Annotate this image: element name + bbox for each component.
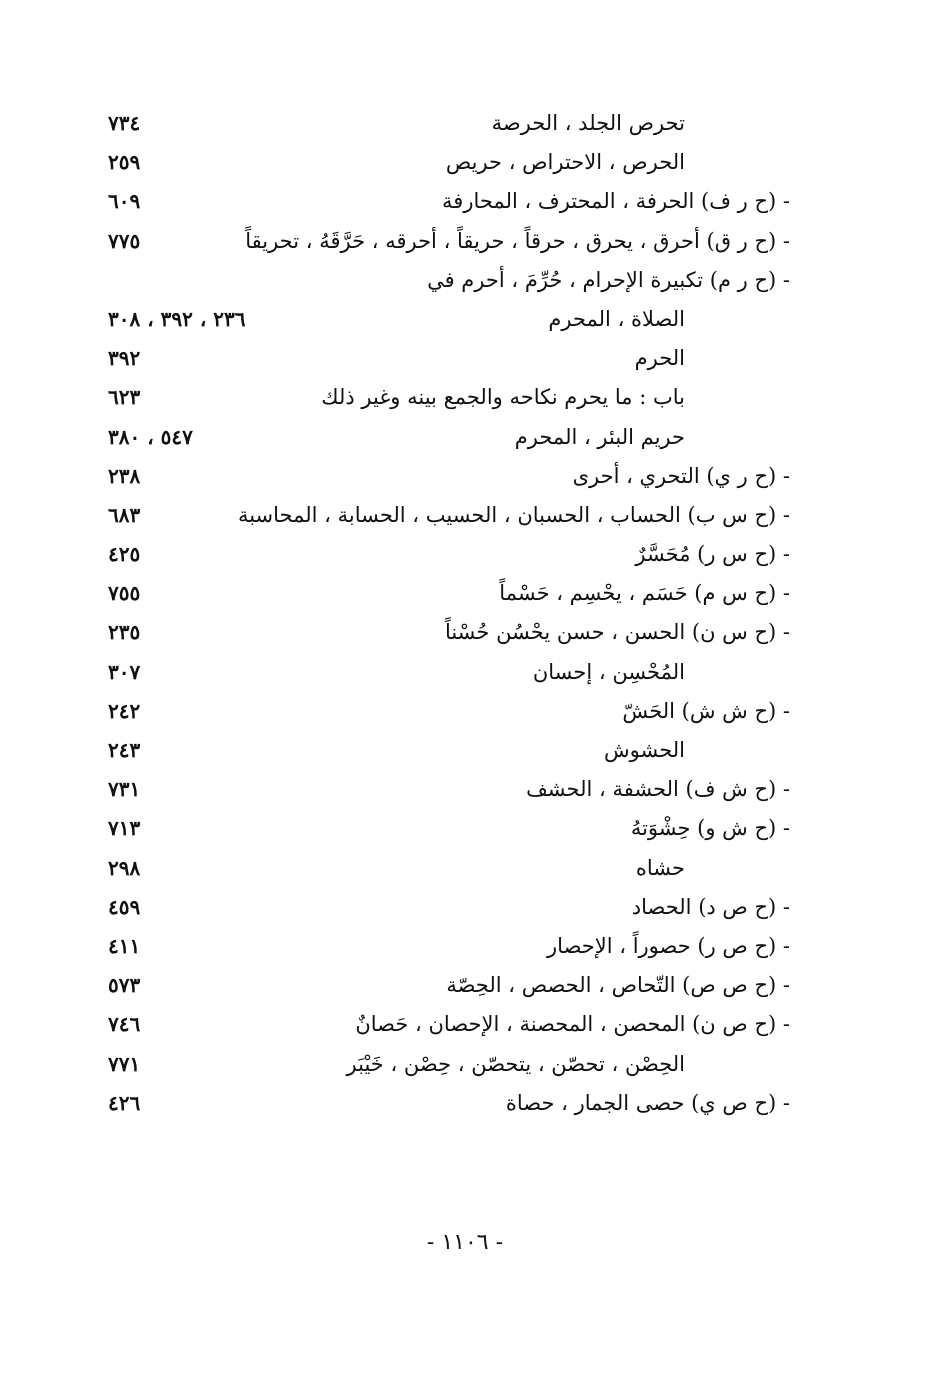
index-entry — [90, 927, 810, 966]
sub-entry-text: الحرم — [634, 346, 685, 371]
page-reference: ٢٣٨ — [108, 463, 141, 488]
sub-entry-text: الحرص ، الاحتراص ، حريص — [445, 150, 685, 175]
page-reference: ٤٢٦ — [108, 1090, 141, 1115]
page-reference: ٧١٣ — [108, 816, 141, 841]
sub-entry-text: حريم البئر ، المحرم — [514, 424, 685, 449]
index-entry — [90, 574, 810, 613]
index-entry — [90, 809, 810, 848]
index-entry — [90, 300, 810, 339]
index-entry — [90, 222, 810, 261]
root-entry-text: - (ح ص د) الحصاد — [631, 894, 790, 919]
page-reference: ٢٣٦ ، ٣٩٢ ، ٣٠٨ — [108, 306, 246, 331]
page-reference: ٧٤٦ — [108, 1012, 141, 1037]
index-entry — [90, 1084, 810, 1123]
sub-entry-text: الصلاة ، المحرم — [548, 306, 685, 331]
index-entry — [90, 849, 810, 888]
index-entry — [90, 418, 810, 457]
index-entry — [90, 1005, 810, 1044]
page-reference: ٦٢٣ — [108, 385, 141, 410]
index-entry — [90, 104, 810, 143]
page-reference: ٢٤٢ — [108, 698, 141, 723]
page-reference: ٦٠٩ — [108, 189, 141, 214]
page-reference: ٢٥٩ — [108, 150, 141, 175]
root-entry-text: - (ح س ن) الحسن ، حسن يحْسُن حُسْناً — [444, 620, 790, 645]
index-entry — [90, 457, 810, 496]
page-reference: ٥٧٣ — [108, 973, 141, 998]
page-reference: ٣٩٢ — [108, 346, 141, 371]
index-entry — [90, 966, 810, 1005]
page-reference: ٧٥٥ — [108, 581, 141, 606]
page-reference: ٧٣٤ — [108, 111, 141, 135]
index-entry — [90, 731, 810, 770]
page-reference: ٤٢٥ — [108, 542, 141, 567]
root-entry-text: - (ح ر ق) أحرق ، يحرق ، حرقاً ، حريقاً ، أحرقه ، حَرَّقَهُ ، تحريقاً — [245, 228, 790, 253]
page-reference: ٣٠٧ — [108, 659, 141, 684]
root-entry-text: - (ح ص ص) التّحاص ، الحصص ، الحِصّة — [446, 973, 790, 998]
index-entry — [90, 339, 810, 378]
page-reference: ٢٤٣ — [108, 738, 141, 762]
root-entry-text: - (ح ش و) حِشْوَتهُ — [630, 816, 790, 841]
index-entry — [90, 770, 810, 809]
root-entry-text: - (ح ص ن) المحصن ، المحصنة ، الإحصان ، حَصانٌ — [355, 1012, 790, 1037]
page-reference: ٢٣٥ — [108, 620, 141, 645]
sub-entry-text: الحشوش — [603, 738, 685, 762]
root-entry-text: - (ح ص ي) حصى الجمار ، حصاة — [505, 1090, 790, 1115]
root-entry-text: - (ح ش ش) الحَشّ — [622, 698, 790, 723]
root-entry-text: - (ح س م) حَسَم ، يحْسِم ، حَسْماً — [499, 581, 790, 606]
root-entry-text: - (ح ر ف) الحرفة ، المحترف ، المحارفة — [442, 189, 790, 214]
root-entry-text: - (ح س ر) مُحَسَّرٌ — [635, 542, 790, 567]
index-entry — [90, 692, 810, 731]
page-reference: ٥٤٧ ، ٣٨٠ — [108, 424, 193, 449]
page-reference: ٦٨٣ — [108, 502, 141, 527]
index-entry — [90, 182, 810, 221]
sub-entry-text: المُحْسِن ، إحسان — [532, 659, 685, 684]
index-entry — [90, 613, 810, 652]
root-entry-text: - (ح ر ي) التحري ، أحرى — [572, 463, 790, 488]
page-reference: ٧٧٥ — [108, 228, 141, 253]
sub-entry-text: الحِصْن ، تحصّن ، يتحصّن ، حِصْن ، خَيْبَر — [346, 1051, 685, 1076]
page-reference: ٧٧١ — [108, 1051, 141, 1076]
index-entry — [90, 535, 810, 574]
sub-entry-text: حشاه — [635, 855, 685, 880]
root-entry-text: - (ح س ب) الحساب ، الحسبان ، الحسيب ، الحسابة ، المحاسبة — [237, 502, 790, 527]
index-list — [90, 104, 810, 1123]
index-entry — [90, 378, 810, 417]
index-entry — [90, 143, 810, 182]
page-reference: ٤٥٩ — [108, 894, 141, 919]
page-reference: ٧٣١ — [108, 777, 141, 802]
page-reference: ٢٩٨ — [108, 855, 141, 880]
root-entry-text: - (ح ش ف) الحشفة ، الحشف — [526, 777, 790, 802]
page-number: - ١١٠٦ - — [426, 1230, 504, 1255]
root-entry-text: - (ح ر م) تكبيرة الإحرام ، حُرِّمَ ، أحرم في — [427, 267, 790, 292]
root-entry-text: - (ح ص ر) حصوراً ، الإحصار — [547, 933, 790, 958]
index-entry — [90, 496, 810, 535]
index-entry — [90, 261, 810, 300]
sub-entry-text: باب : ما يحرم نكاحه والجمع بينه وغير ذلك — [321, 385, 685, 410]
page-reference: ٤١١ — [108, 933, 141, 958]
index-entry — [90, 653, 810, 692]
sub-entry-text: تحرص الجلد ، الحرصة — [491, 111, 685, 135]
index-entry — [90, 1045, 810, 1084]
index-entry — [90, 888, 810, 927]
